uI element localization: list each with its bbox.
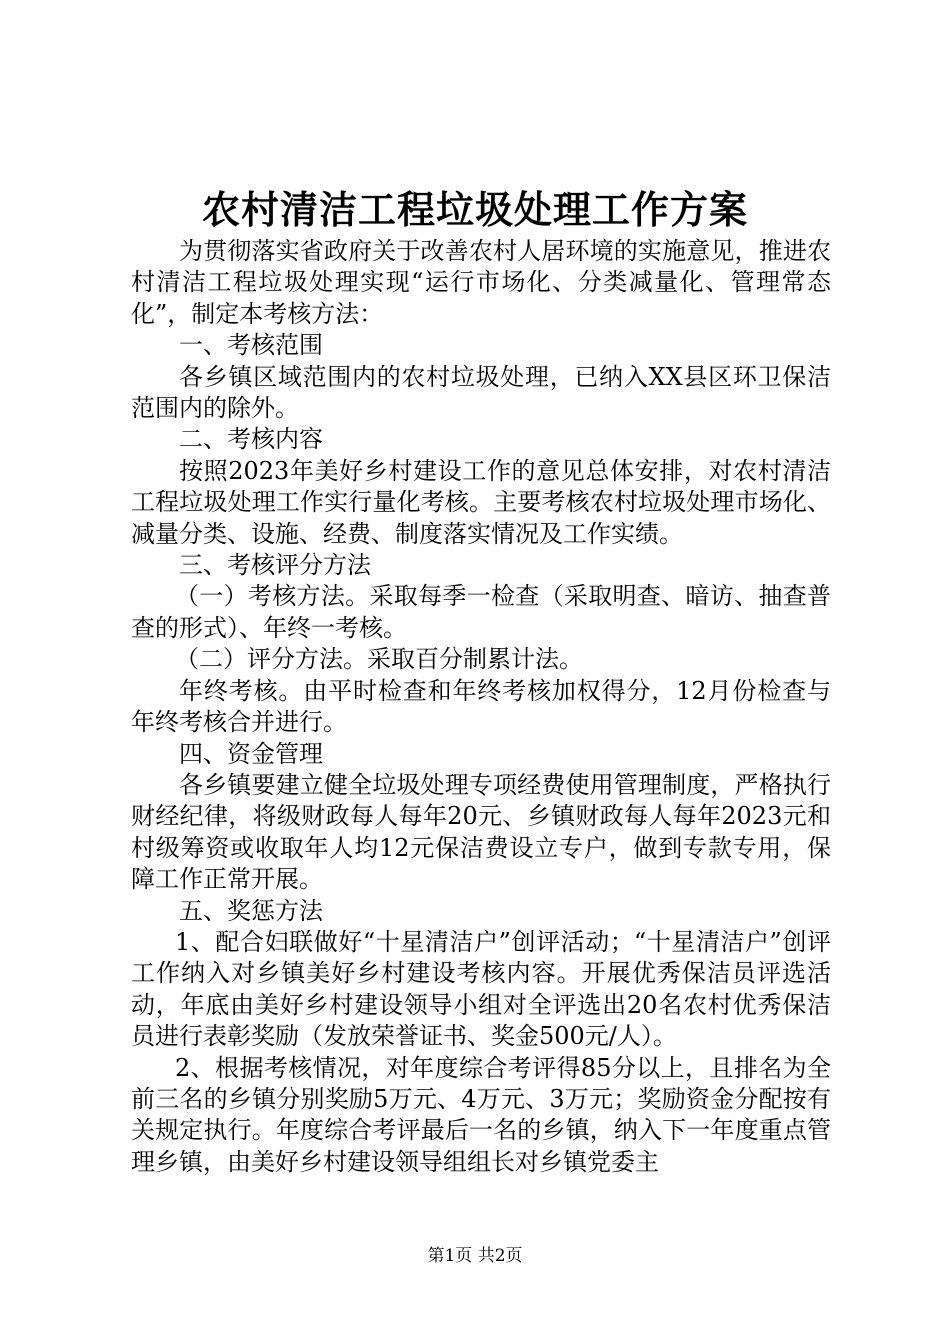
- section-heading-content: 二、考核内容: [179, 425, 323, 454]
- intro-paragraph: 为贯彻落实省政府关于改善农村人居环境的实施意见，推进农村清洁工程垃圾处理实现“运行市场化、分类减量化、管理常态化”，制定本考核方法：: [131, 237, 831, 328]
- paragraph-scoring-method: （二）评分方法。采取百分制累计法。: [175, 645, 583, 674]
- paragraph-reward-2: 2、根据考核情况，对年度综合考评得85分以上，且排名为全前三名的乡镇分别奖励5万元、4万元、3万元；奖励资金分配按有关规定执行。年度综合考评最后一名的乡镇，纳入下一年度重点管理乡镇，由美好乡村建设领导组组长对乡镇党委主: [131, 1053, 831, 1176]
- paragraph-method: （一）考核方法。采取每季一检查（采取明查、暗访、抽查普查的形式）、年终一考核。: [131, 582, 831, 642]
- paragraph-content: 按照2023年美好乡村建设工作的意见总体安排，对农村清洁工程垃圾处理工作实行量化考核。主要考核农村垃圾处理市场化、减量分类、设施、经费、制度落实情况及工作实绩。: [131, 456, 831, 548]
- document-body: [131, 236, 831, 1178]
- section-heading-rewards: 五、奖惩方法: [179, 896, 323, 925]
- section-heading-funds: 四、资金管理: [179, 739, 323, 768]
- paragraph-scope: 各乡镇区域范围内的农村垃圾处理，已纳入XX县区环卫保洁范围内的除外。: [131, 362, 831, 423]
- document-title: 农村清洁工程垃圾处理工作方案: [201, 187, 748, 232]
- section-heading-scope: 一、考核范围: [179, 331, 323, 360]
- section-heading-scoring: 三、考核评分方法: [179, 551, 371, 580]
- paragraph-funds: 各乡镇要建立健全垃圾处理专项经费使用管理制度，严格执行财经纪律，将级财政每人每年20元、乡镇财政每人每年2023元和村级筹资或收取年人均12元保洁费设立专户，做到专款专用，保障工作正常开展。: [131, 770, 831, 894]
- paragraph-reward-1: 1、配合妇联做好“十星清洁户”创评活动；“十星清洁户”创评工作纳入对乡镇美好乡村建设考核内容。开展优秀保洁员评选活动，年底由美好乡村建设领导小组对全评选出20名农村优秀保洁员进行表彰奖励（发放荣誉证书、奖金500元/人）。: [131, 927, 831, 1051]
- page-footer: 第1页 共2页: [427, 1246, 523, 1266]
- paragraph-annual-review: 年终考核。由平时检查和年终考核加权得分，12月份检查与年终考核合并进行。: [131, 676, 831, 737]
